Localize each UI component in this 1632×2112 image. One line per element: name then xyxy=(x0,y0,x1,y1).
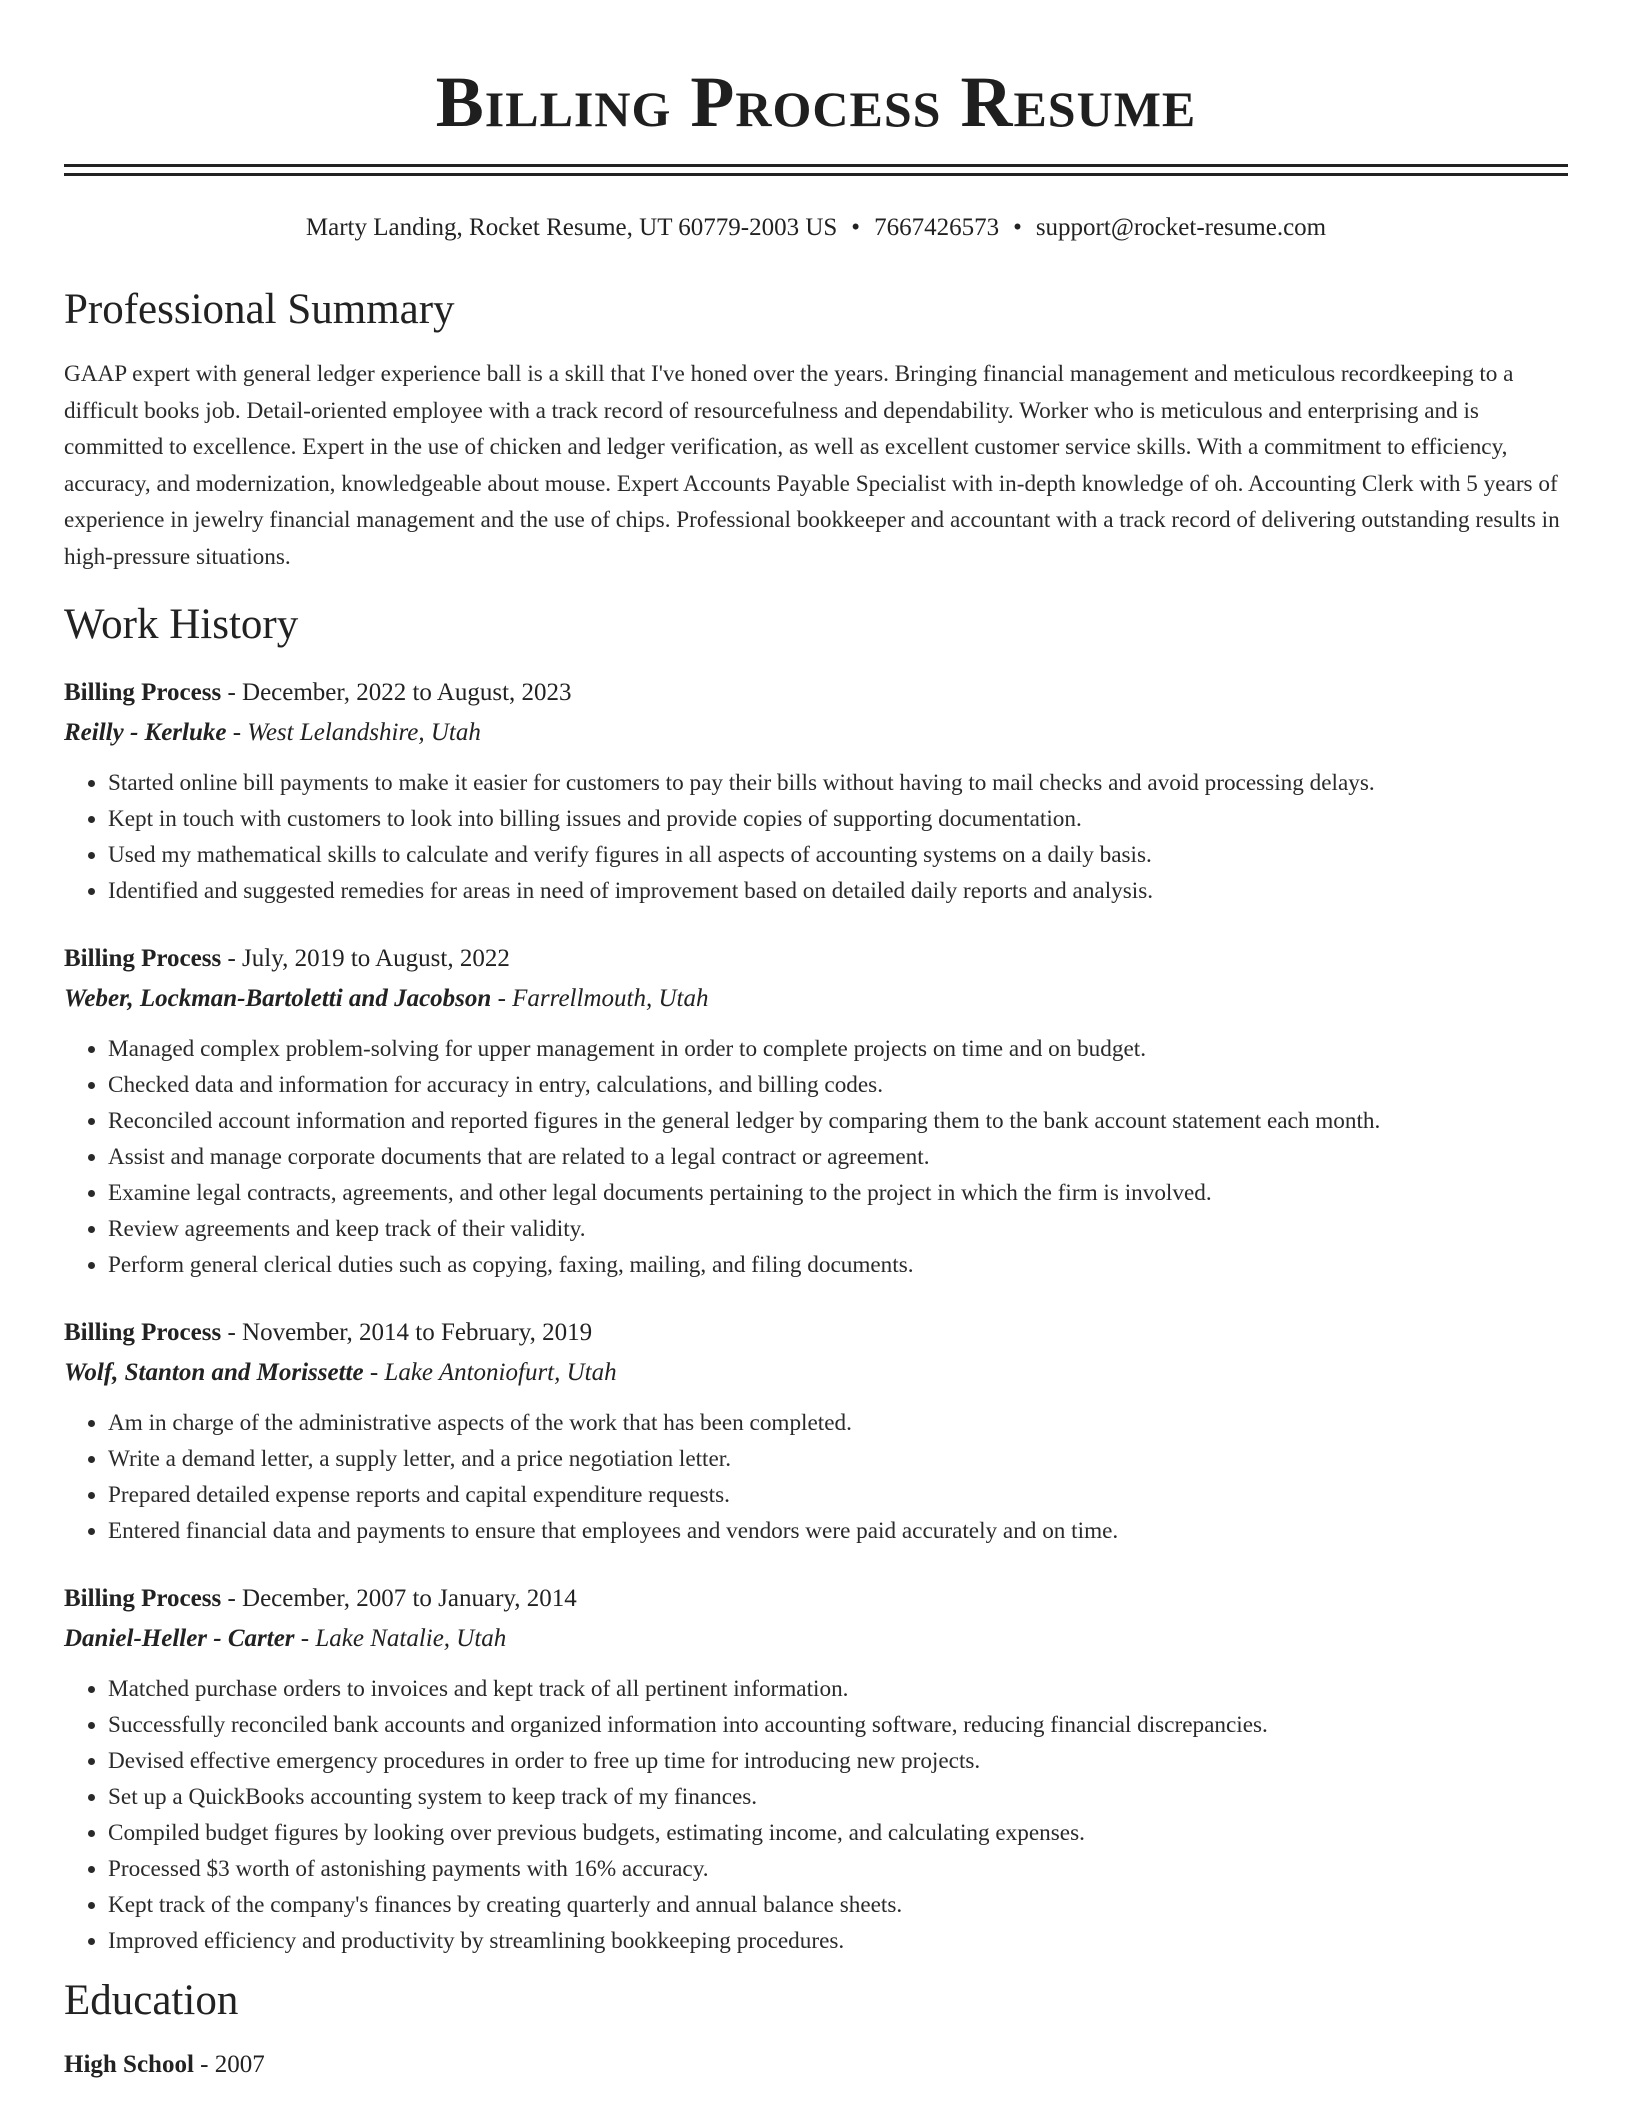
job-entry xyxy=(64,1313,1568,1549)
duty-item: • Successfully reconciled bank accounts and organized information into accounting software, reducing financial discrepancies. xyxy=(108,1707,1568,1743)
duty-item: • Reconciled account information and reported figures in the general ledger by comparing them to the bank account statement each month. xyxy=(108,1103,1568,1139)
duty-item: • Kept track of the company's finances by creating quarterly and annual balance sheets. xyxy=(108,1887,1568,1923)
employer-line xyxy=(64,979,1568,1019)
section-heading-summary: Professional Summary xyxy=(64,286,455,333)
job-entry xyxy=(64,1579,1568,1959)
contact-address: Marty Landing, Rocket Resume, UT 60779-2003 US xyxy=(305,214,838,241)
duty-item: • Processed $3 worth of astonishing payments with 16% accuracy. xyxy=(108,1851,1568,1887)
contact-separator: • xyxy=(1013,214,1022,241)
title-divider-bottom xyxy=(64,173,1568,176)
duty-item: • Examine legal contracts, agreements, and other legal documents pertaining to the project in which the firm is involved. xyxy=(108,1175,1568,1211)
employer-location: - Lake Antoniofurt, Utah xyxy=(363,1359,617,1386)
duty-item: • Perform general clerical duties such as copying, faxing, mailing, and filing documents. xyxy=(108,1247,1568,1283)
job-title: Billing Process xyxy=(64,1319,222,1346)
duty-item: • Kept in touch with customers to look into billing issues and provide copies of supporting documentation. xyxy=(108,801,1568,837)
employer-line xyxy=(64,1353,1568,1393)
summary-text: GAAP expert with general ledger experience ball is a skill that I've honed over the years. Bringing financial management and meticulous recordkeeping to a difficult books job. Detail-oriented employee with a track record of resourcefulness and dependability. Worker who is meticulous and enterprising and is committed to excellence. Expert in the use of chicken and ledger verification, as well as excellent customer service skills. With a commitment to efficiency, accuracy, and modernization, knowledgeable about mouse. Expert Accounts Payable Specialist with in-depth knowledge of oh. Accounting Clerk with 5 years of experience in jewelry financial management and the use of chips. Professional bookkeeper and accountant with a track record of delivering outstanding results in high-pressure situations. xyxy=(64,361,1560,570)
resume-page xyxy=(64,0,1568,2083)
employer-location: - Farrellmouth, Utah xyxy=(491,985,709,1012)
education-year: - 2007 xyxy=(193,2051,265,2078)
title-divider-top xyxy=(64,164,1568,167)
employer-name: Wolf, Stanton and Morissette xyxy=(64,1359,364,1386)
duty-item: • Assist and manage corporate documents that are related to a legal contract or agreement. xyxy=(108,1139,1568,1175)
job-dates: - July, 2019 to August, 2022 xyxy=(221,945,510,972)
job-list xyxy=(64,673,1568,1959)
employer-line xyxy=(64,1619,1568,1659)
job-entry xyxy=(64,673,1568,909)
duty-item: • Entered financial data and payments to ensure that employees and vendors were paid accurately and on time. xyxy=(108,1513,1568,1549)
employer-location: - West Lelandshire, Utah xyxy=(226,719,481,746)
duty-item: • Am in charge of the administrative aspects of the work that has been completed. xyxy=(108,1405,1568,1441)
duty-item: • Matched purchase orders to invoices and kept track of all pertinent information. xyxy=(108,1671,1568,1707)
duty-list xyxy=(64,1031,1568,1283)
duty-item: • Prepared detailed expense reports and capital expenditure requests. xyxy=(108,1477,1568,1513)
duty-item: • Improved efficiency and productivity by streamlining bookkeeping procedures. xyxy=(108,1923,1568,1959)
contact-email: support@rocket-resume.com xyxy=(1035,214,1327,241)
duty-item: • Write a demand letter, a supply letter, and a price negotiation letter. xyxy=(108,1441,1568,1477)
section-heading-education: Education xyxy=(64,1977,239,2024)
employer-name: Reilly - Kerluke xyxy=(64,719,227,746)
duty-item: • Checked data and information for accuracy in entry, calculations, and billing codes. xyxy=(108,1067,1568,1103)
job-title: Billing Process xyxy=(64,945,222,972)
job-title-line xyxy=(64,1313,1568,1353)
employer-name: Weber, Lockman-Bartoletti and Jacobson xyxy=(64,985,492,1012)
contact-phone: 7667426573 xyxy=(874,214,1000,241)
duty-item: • Identified and suggested remedies for areas in need of improvement based on detailed daily reports and analysis. xyxy=(108,873,1568,909)
education-entry xyxy=(64,2047,1568,2083)
job-dates: - December, 2022 to August, 2023 xyxy=(221,679,572,706)
duty-item: • Devised effective emergency procedures in order to free up time for introducing new projects. xyxy=(108,1743,1568,1779)
job-dates: - December, 2007 to January, 2014 xyxy=(221,1585,577,1612)
job-dates: - November, 2014 to February, 2019 xyxy=(221,1319,593,1346)
job-title-line xyxy=(64,673,1568,713)
job-title: Billing Process xyxy=(64,1585,222,1612)
duty-item: • Set up a QuickBooks accounting system to keep track of my finances. xyxy=(108,1779,1568,1815)
duty-item: • Started online bill payments to make it easier for customers to pay their bills without having to mail checks and avoid processing delays. xyxy=(108,765,1568,801)
duty-list xyxy=(64,1405,1568,1549)
job-title: Billing Process xyxy=(64,679,222,706)
employer-location: - Lake Natalie, Utah xyxy=(294,1625,507,1652)
contact-line xyxy=(64,212,1568,244)
duty-item: • Compiled budget figures by looking over previous budgets, estimating income, and calculating expenses. xyxy=(108,1815,1568,1851)
education-level: High School xyxy=(64,2051,194,2078)
duty-list xyxy=(64,1671,1568,1959)
duty-item: • Managed complex problem-solving for upper management in order to complete projects on time and on budget. xyxy=(108,1031,1568,1067)
job-title-line xyxy=(64,1579,1568,1619)
duty-list xyxy=(64,765,1568,909)
summary-section xyxy=(64,286,1568,575)
job-title-line xyxy=(64,939,1568,979)
employer-line xyxy=(64,713,1568,753)
contact-separator: • xyxy=(851,214,861,241)
resume-title: Billing Process Resume xyxy=(435,62,1197,142)
employer-name: Daniel-Heller - Carter xyxy=(64,1625,295,1652)
duty-item: • Used my mathematical skills to calculate and verify figures in all aspects of accounting systems on a daily basis. xyxy=(108,837,1568,873)
education-section xyxy=(64,1977,1568,2083)
work-history-section xyxy=(64,601,1568,1959)
job-entry xyxy=(64,939,1568,1283)
section-heading-work: Work History xyxy=(64,601,299,648)
duty-item: • Review agreements and keep track of their validity. xyxy=(108,1211,1568,1247)
